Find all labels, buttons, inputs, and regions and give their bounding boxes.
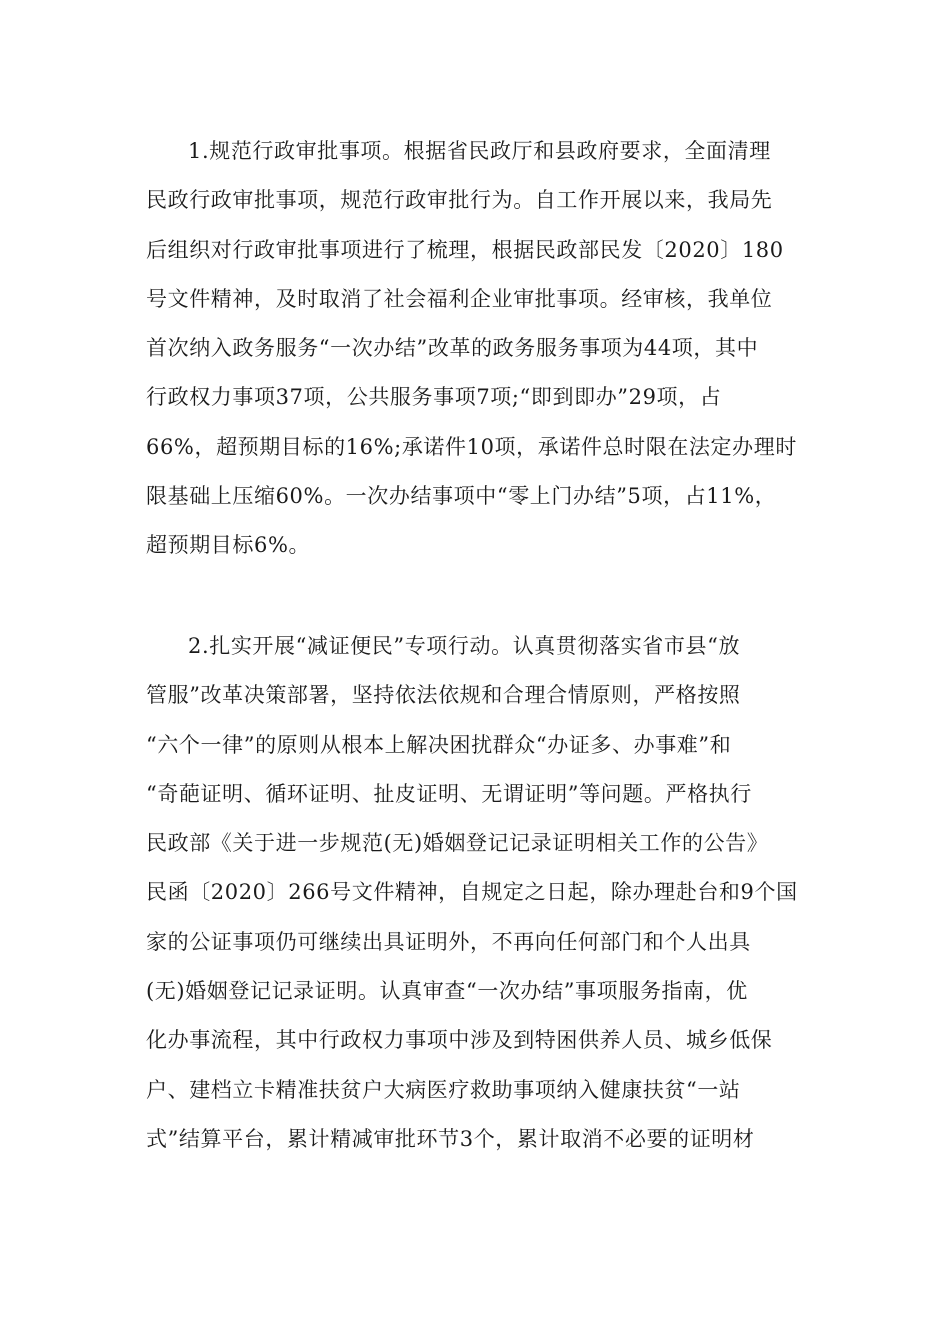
paragraph-line: 2.扎实开展“减证便民”专项行动。认真贯彻落实省市县“放 [188, 634, 741, 658]
paragraph-line: 化办事流程，其中行政权力事项中涉及到特困供养人员、城乡低保 [146, 1028, 773, 1053]
paragraph-line: 首次纳入政务服务“一次办结”改革的政务服务事项为44项，其中 [146, 336, 759, 361]
paragraph-line: 式”结算平台，累计精减审批环节3个，累计取消不必要的证明材 [146, 1126, 755, 1151]
paragraph-line: 户、建档立卡精准扶贫户大病医疗救助事项纳入健康扶贫“一站 [146, 1077, 741, 1102]
paragraph-line: 后组织对行政审批事项进行了梳理，根据民政部民发〔2020〕180 [146, 237, 784, 262]
paragraph-administrative-approval [146, 127, 816, 571]
paragraph-line: 民政部《关于进一步规范(无)婚姻登记记录证明相关工作的公告》 [146, 831, 769, 856]
paragraph-line: 民函〔2020〕266号文件精神，自规定之日起，除办理赴台和9个国 [146, 880, 798, 905]
paragraph-line: 号文件精神，及时取消了社会福利企业审批事项。经审核，我单位 [146, 286, 773, 311]
paragraph-line: 超预期目标6%。 [146, 533, 311, 558]
paragraph-line: 民政行政审批事项，规范行政审批行为。自工作开展以来，我局先 [146, 188, 773, 213]
paragraph-line: 1.规范行政审批事项。根据省民政厅和县政府要求，全面清理 [188, 139, 771, 163]
paragraph-reduce-certificates [146, 622, 816, 1164]
paragraph-line: 66%，超预期目标的16%;承诺件10项，承诺件总时限在法定办理时 [146, 434, 797, 459]
paragraph-line: “六个一律”的原则从根本上解决困扰群众“办证多、办事难”和 [146, 732, 732, 757]
paragraph-line: 行政权力事项37项，公共服务事项7项;“即到即办”29项，占 [146, 385, 722, 410]
paragraph-line: 管服”改革决策部署，坚持依法依规和合理合情原则，严格按照 [146, 683, 741, 708]
paragraph-line: 限基础上压缩60%。一次办结事项中“零上门办结”5项，占11%， [146, 484, 777, 509]
paragraph-line: “奇葩证明、循环证明、扯皮证明、无谓证明”等问题。严格执行 [146, 781, 752, 806]
paragraph-line: 家的公证事项仍可继续出具证明外，不再向任何部门和个人出具 [146, 929, 751, 954]
paragraph-line: (无)婚姻登记记录证明。认真审查“一次办结”事项服务指南，优 [146, 979, 748, 1004]
